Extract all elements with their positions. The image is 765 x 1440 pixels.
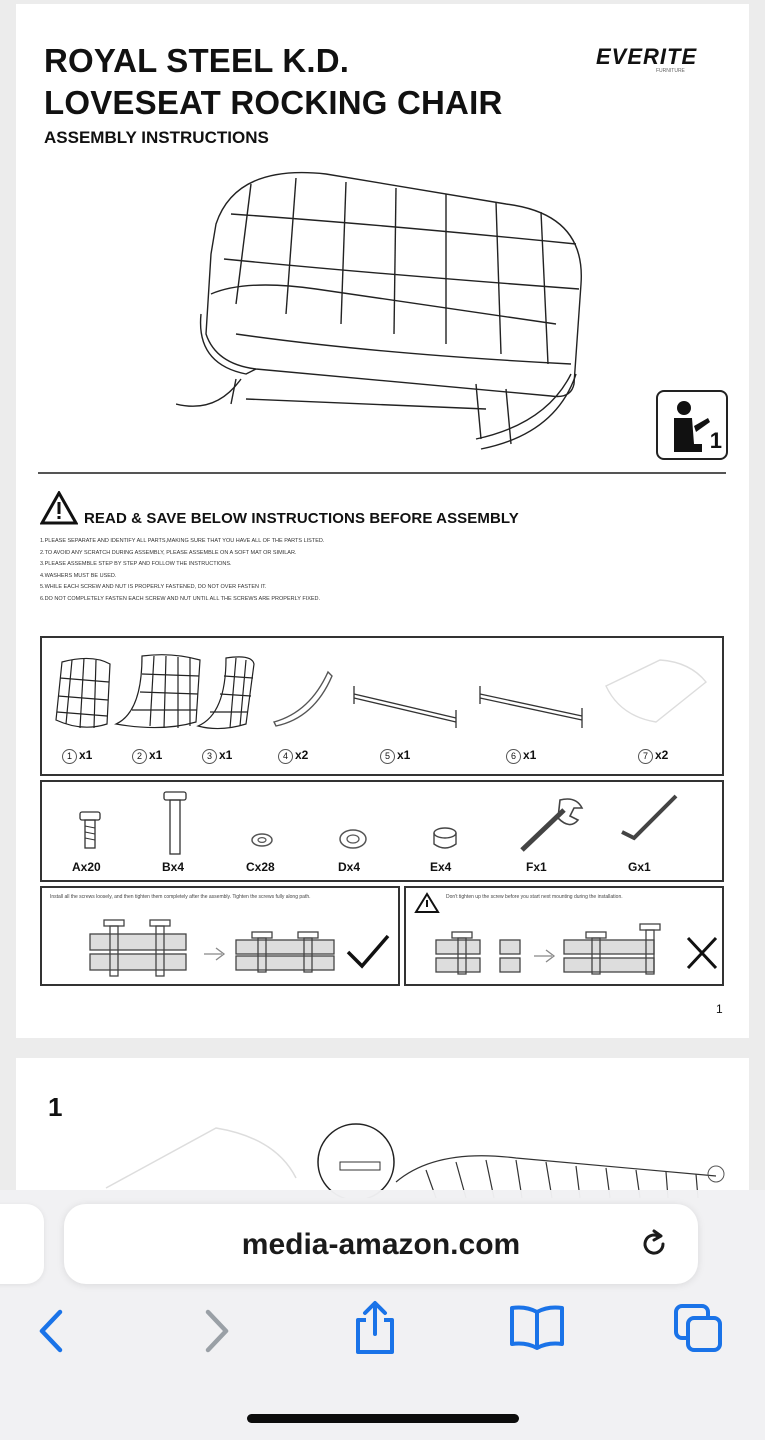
correct-method-diagram [86, 914, 396, 978]
title-line-2: LOVESEAT ROCKING CHAIR [44, 84, 503, 121]
part-label-1 [62, 748, 92, 764]
brand-logo: EVERITE [596, 44, 698, 69]
warning-heading: READ & SAVE BELOW INSTRUCTIONS BEFORE ASSEMBLY [84, 510, 519, 527]
part-qty: x1 [79, 748, 93, 762]
part-label-2 [132, 748, 162, 764]
instruction-item: 2.TO AVOID ANY SCRATCH DURING ASSEMBLY, PLEASE ASSEMBLE ON A SOFT MAT OR SIMILAR. [40, 549, 297, 556]
url-text[interactable]: media-amazon.com [241, 1228, 521, 1261]
part-number: 6 [506, 749, 521, 764]
instruction-list [40, 536, 324, 605]
part-qty: x2 [655, 748, 669, 762]
nut-e-icon [432, 826, 458, 852]
part-label-5 [380, 748, 410, 764]
part-1-seat-icon [52, 654, 114, 732]
bookmarks-icon[interactable] [508, 1304, 566, 1350]
part-number: 1 [62, 749, 77, 764]
instruction-item: 3.PLEASE ASSEMBLE STEP BY STEP AND FOLLOW THE INSTRUCTIONS. [40, 561, 232, 567]
pdf-page-1 [16, 4, 749, 1038]
bolt-a-icon [78, 810, 102, 850]
check-icon [348, 936, 388, 966]
part-2-backrest-icon [112, 652, 204, 734]
step-1-illustration [96, 1118, 736, 1198]
part-number: 5 [380, 749, 395, 764]
part-number: 3 [202, 749, 217, 764]
warning-icon [40, 491, 78, 525]
back-icon[interactable] [34, 1308, 70, 1354]
part-label-4 [278, 748, 308, 764]
title-line-1: ROYAL STEEL K.D. [44, 42, 350, 79]
part-label-6 [506, 748, 536, 764]
person-count: 1 [709, 428, 722, 453]
document-title [44, 40, 502, 124]
wrong-method-note: Don't tighten up the screw before you start next mounting during the installation. [446, 894, 623, 900]
wrench-f-icon [516, 794, 586, 856]
small-warning-icon [414, 892, 440, 914]
cross-icon [688, 938, 716, 968]
part-qty: x1 [523, 748, 537, 762]
browser-bottom-bar [0, 1190, 765, 1440]
part-qty: x2 [295, 748, 309, 762]
hardware-label-c: Cx28 [246, 860, 275, 874]
part-number: 4 [278, 749, 293, 764]
part-qty: x1 [219, 748, 233, 762]
instruction-item: 5.WHILE EACH SCREW AND NUT IS PROPERLY FASTENED, DO NOT OVER FASTEN IT. [40, 584, 267, 590]
part-label-7 [638, 748, 668, 764]
home-indicator[interactable] [247, 1414, 519, 1423]
part-5-bar-icon [346, 680, 466, 730]
brand-logo-sub: FURNITURE [656, 68, 685, 74]
washer-d-icon [338, 828, 368, 850]
hardware-label-f: Fx1 [526, 860, 547, 874]
part-number: 7 [638, 749, 653, 764]
instruction-item: 6.DO NOT COMPLETELY FASTEN EACH SCREW AND NUT UNTIL ALL THE SCREWS ARE PROPERLY FIXED. [40, 595, 321, 602]
part-7-cushion-icon [600, 656, 712, 728]
instruction-item: 4.WASHERS MUST BE USED. [40, 572, 117, 579]
step-number: 1 [48, 1092, 63, 1122]
tabs-icon[interactable] [672, 1302, 724, 1354]
loveseat-illustration [176, 164, 596, 464]
instruction-item: 1.PLEASE SEPARATE AND IDENTIFY ALL PARTS,MAKING SURE THAT YOU HAVE ALL OF THE PARTS LISTED. [40, 538, 325, 544]
part-qty: x1 [397, 748, 411, 762]
reload-icon[interactable] [636, 1226, 672, 1262]
part-number: 2 [132, 749, 147, 764]
wrong-method-diagram [416, 916, 720, 980]
part-qty: x1 [149, 748, 163, 762]
previous-tab-preview[interactable] [0, 1204, 44, 1284]
person-icon [666, 396, 716, 458]
page-number: 1 [716, 1002, 723, 1016]
correct-method-note: Install all the screws loosely, and then tighten them completely after the assembly. Tighten the screws fully along path. [50, 894, 311, 900]
hardware-label-a: Ax20 [72, 860, 101, 874]
hardware-label-d: Dx4 [338, 860, 361, 874]
forward-icon[interactable] [198, 1308, 234, 1354]
share-icon[interactable] [352, 1300, 398, 1356]
hex-key-g-icon [614, 792, 684, 854]
part-3-seat-icon [196, 654, 258, 732]
part-label-3 [202, 748, 232, 764]
hardware-label-g: Gx1 [628, 860, 651, 874]
bolt-b-icon [162, 790, 188, 856]
part-4-rocker-icon [270, 668, 334, 728]
section-divider [38, 472, 726, 474]
assembly-people-badge [656, 390, 728, 460]
hardware-label-e: Ex4 [430, 860, 452, 874]
hardware-label-b: Bx4 [162, 860, 185, 874]
part-6-bar-icon [472, 682, 592, 732]
document-subtitle: ASSEMBLY INSTRUCTIONS [44, 128, 269, 147]
address-bar[interactable] [64, 1204, 698, 1284]
washer-c-icon [250, 832, 274, 848]
